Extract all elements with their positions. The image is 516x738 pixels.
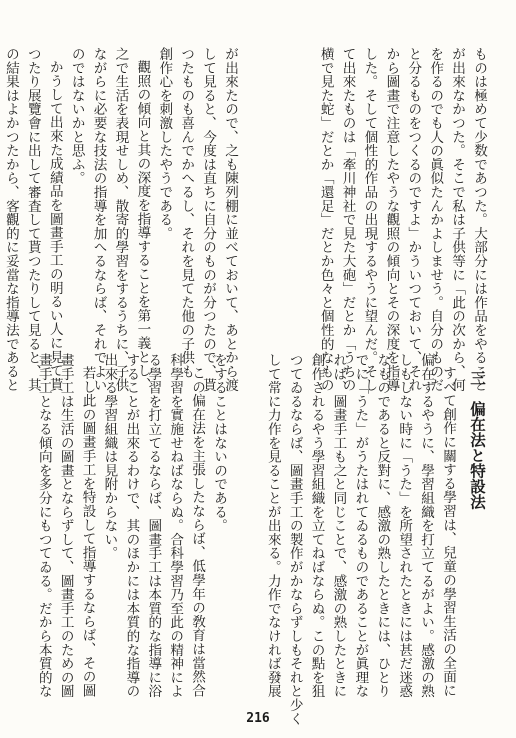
text-line: しもしない時に「うた」を所望されたときには甚だ迷惑 bbox=[396, 353, 413, 698]
text-line: が出來たので、之も陳列棚に並べておいて、あとから渡 bbox=[222, 47, 238, 392]
text-line: のではないかと思ふ。 bbox=[68, 47, 85, 185]
text-line: なものであると反對に、感激の熟したときには、ひとり bbox=[374, 353, 391, 698]
text-line: して見ると、今度は直ちに自分のものが分つたので、貰 bbox=[200, 47, 217, 392]
text-line: をすることはないのである。 bbox=[211, 353, 227, 533]
text-line: から圖畫で注意したやうな觀照の傾向とその深度を指導 bbox=[383, 47, 400, 392]
text-line: 偏在するやうに、學習組織を打立てるがよい。感激の熟 bbox=[418, 353, 435, 698]
text-line: した。そして個性的作品の出現するやうに望んだ。そし bbox=[361, 47, 378, 392]
section-heading: 三 偏在法と特設法 bbox=[468, 370, 487, 510]
text-line: が出來なかつた。そこで私は子供等に「此の次から、何 bbox=[449, 47, 466, 392]
text-line: 出來る學習組織は見附からない。 bbox=[101, 353, 118, 560]
text-line: して常に力作を見ることが出來る。力作でなければ發展 bbox=[264, 353, 281, 698]
upper-left-text-block bbox=[0, 47, 240, 392]
text-line: 科學習を實施せねばならぬ。合科學習乃至此の精神によ bbox=[167, 353, 184, 698]
text-line: 畫手工は生活の圖畫とならずして、圖畫手工のための圖 bbox=[57, 353, 74, 698]
text-line: る學習を打立てるならば、圖畫手工は本質的な指導に浴 bbox=[145, 353, 162, 698]
text-line: 創作心を刺激したやうである。 bbox=[156, 47, 173, 241]
page-number: 216 bbox=[246, 711, 270, 726]
text-line: ものは極めて少数であつた。大部分には作品をやること bbox=[471, 47, 487, 392]
text-line: を作るのでも人の眞似たんかよしませう。自分のものだ bbox=[427, 47, 444, 392]
text-line: 横で見た蛇」だとか「還足」だとか色々と個性的なもの bbox=[317, 47, 334, 392]
text-line: かうして出來た成績品を圖畫手工の明るい人に見て貰 bbox=[46, 60, 63, 392]
text-line: の結果はよかつたから、客觀的に妥當な指導法であると bbox=[2, 47, 19, 392]
text-line: 若し此の圖畫手工を特設して指導するならば、その圖 bbox=[79, 366, 96, 698]
lower-right-text-block bbox=[261, 353, 458, 726]
text-line: この偏在法を主張したならば、低學年の敎育は當然合 bbox=[189, 366, 206, 698]
upper-right-text-block bbox=[314, 47, 489, 392]
text-line: て出來たものは「牽川神社で見た大砲」だとか「うちの bbox=[339, 47, 356, 392]
lower-left-text-block bbox=[32, 353, 229, 698]
text-line: つたものも喜んでかへるし、それを見てた他の子供も bbox=[178, 47, 195, 379]
text-line: れば、圖畫手工も之と同じことで、感激の熟したときに bbox=[330, 353, 347, 698]
text-line: でに「うた」がうたはれてゐるものであることが眞理な bbox=[352, 353, 369, 698]
text-line: と分るものをつくるのですよ」かういつておいて、それ bbox=[405, 47, 422, 392]
text-line: ながらに必要な技法の指導を加へるならば、それでよい bbox=[90, 47, 107, 392]
text-line: 畫手工となる傾向を多分にもつてゐる。だから本質的な bbox=[35, 353, 52, 698]
text-line: 創作されるやう學習組織を立てねばならぬ。この點を狙 bbox=[308, 353, 325, 698]
text-line: 觀照の傾向と其の深度を指導することを第一義とし、 bbox=[134, 60, 151, 392]
text-line: つてゐるならば、圖畫手工の製作がかならずしもそれと少く bbox=[286, 353, 303, 726]
text-line: つたり展覽會に出して審査して貰つたりして見ると、其 bbox=[24, 47, 41, 392]
text-line: することが出來るわけで、其のほかには本質的な指導の bbox=[123, 353, 140, 698]
text-line: 之で生活を表現せしめ、散寄的學習をするうちに、子供 bbox=[112, 47, 129, 392]
text-line: すべて創作に關する學習は、兒童の學習生活の全面に bbox=[440, 366, 456, 698]
